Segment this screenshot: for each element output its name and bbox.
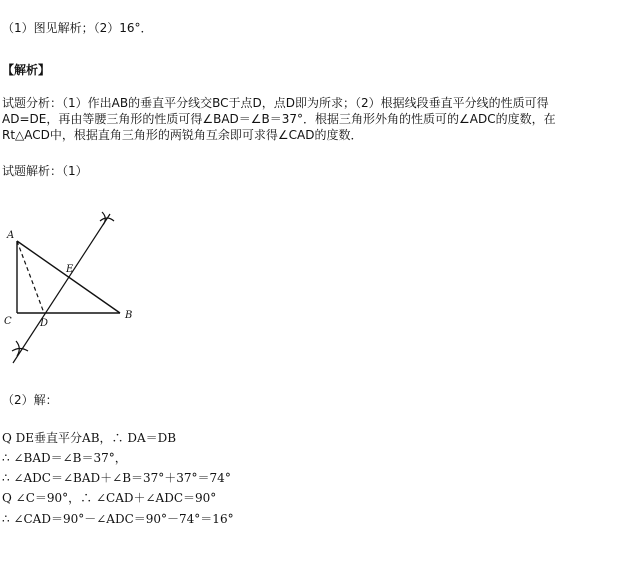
analysis-line-1: 试题分析：（1）作出AB的垂直平分线交BC于点D，点D即为所求；（2）根据线段垂直平分线的性质可得	[2, 96, 549, 110]
analysis-line-3: Rt△ACD中，根据直角三角形的两锐角互余即可求得∠CAD的度数．	[2, 128, 363, 142]
proof-line-4: Q ∠C＝90°，∴ ∠CAD＋∠ADC＝90°	[2, 491, 217, 505]
construction-arc-mark-top	[100, 212, 114, 225]
label-c: C	[4, 316, 12, 327]
label-b: B	[125, 310, 133, 321]
proof-line-2: ∴ ∠BAD＝∠B＝37°，	[2, 451, 127, 465]
answer-line: （1）图见解析；（2）16°．	[2, 21, 153, 35]
analysis-line-2: AD=DE，再由等腰三角形的性质可得∠BAD＝∠B＝37°．根据三角形外角的性质可的∠ADC的度数，在	[2, 112, 556, 126]
perpendicular-bisector-line	[13, 214, 110, 363]
segment-ad-dashed	[17, 241, 44, 313]
label-e: E	[66, 264, 74, 275]
triangle-construction-figure	[0, 200, 170, 370]
proof-line-5: ∴ ∠CAD＝90°－∠ADC＝90°－74°＝16°	[2, 512, 234, 526]
proof-line-1: Q DE垂直平分AB，∴ DA＝DB	[2, 431, 177, 445]
proof-line-3: ∴ ∠ADC＝∠BAD＋∠B＝37°＋37°＝74°	[2, 471, 231, 485]
section-heading: 【解析】	[2, 63, 51, 77]
label-d: D	[40, 318, 49, 329]
solution-part2-label: （2）解：	[2, 393, 58, 407]
label-a: A	[7, 230, 15, 241]
solution-part1-label: 试题解析：（1）	[2, 164, 88, 178]
